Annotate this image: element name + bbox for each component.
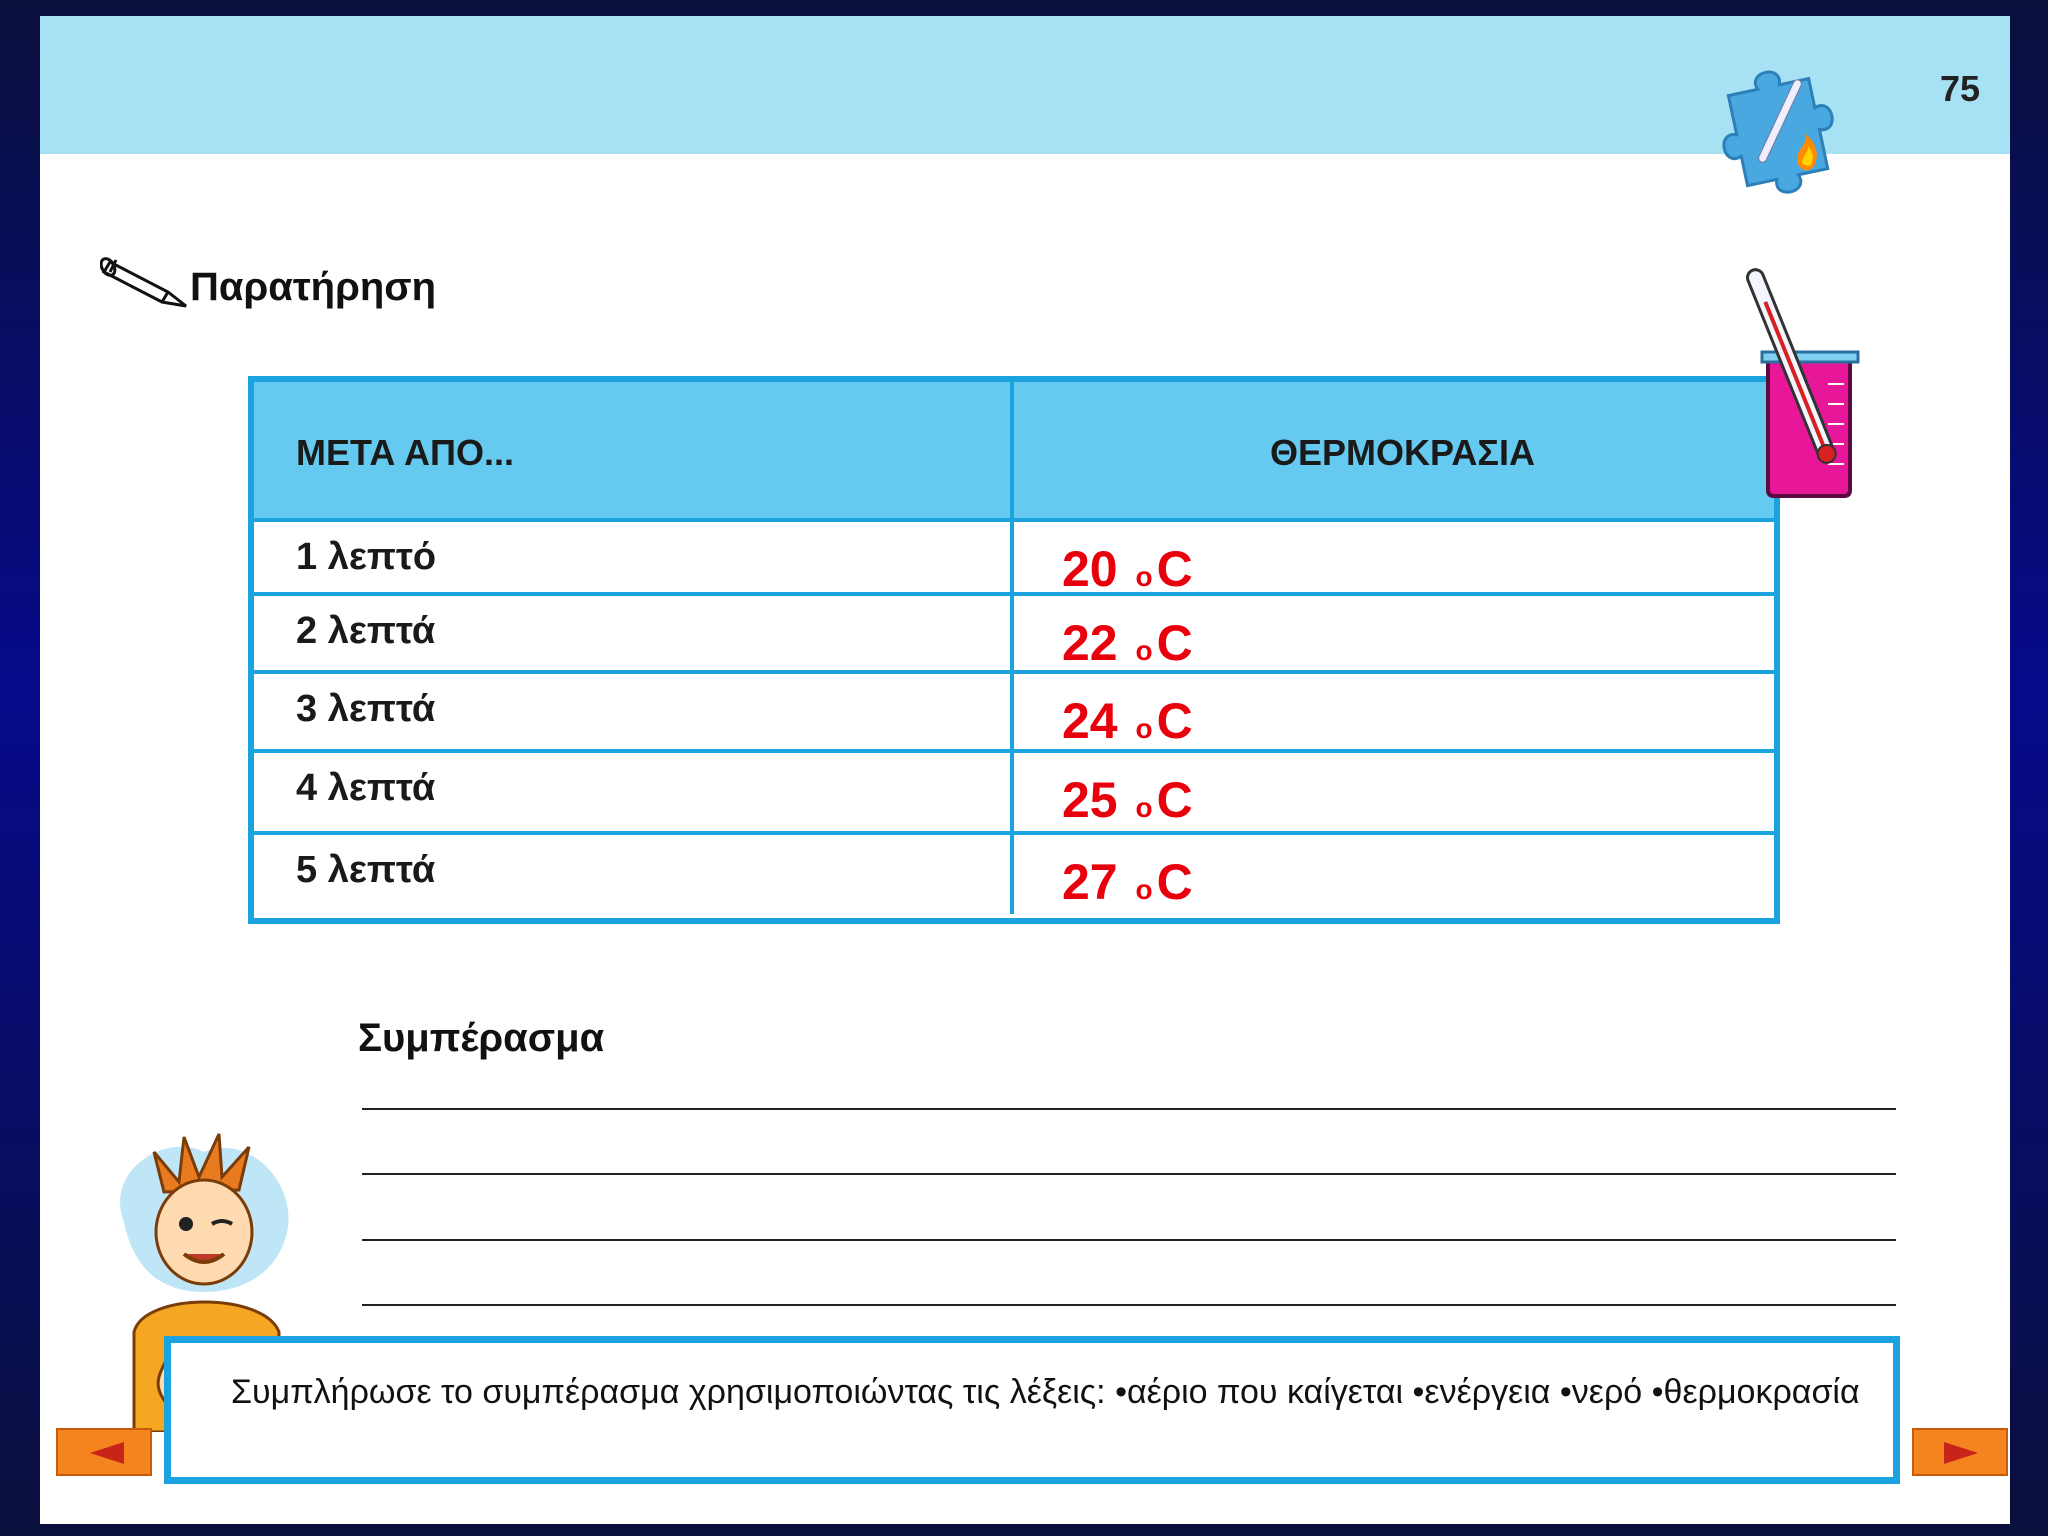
row-temperature: 27 oC bbox=[1062, 854, 1193, 910]
table-row bbox=[254, 753, 1774, 835]
row-time: 4 λεπτά bbox=[296, 767, 436, 809]
table-row bbox=[254, 596, 1774, 674]
slide-page bbox=[40, 16, 2010, 1524]
header-after: ΜΕΤΑ ΑΠΟ... bbox=[296, 432, 514, 473]
row-time: 2 λεπτά bbox=[296, 610, 436, 652]
answer-line bbox=[362, 1173, 1896, 1175]
row-time: 5 λεπτά bbox=[296, 849, 436, 891]
table-row bbox=[254, 522, 1774, 596]
row-temperature: 20 oC bbox=[1062, 541, 1193, 597]
arrow-left-icon bbox=[86, 1440, 126, 1466]
arrow-right-icon bbox=[1942, 1440, 1982, 1466]
next-button[interactable] bbox=[1912, 1428, 2008, 1476]
row-time: 3 λεπτά bbox=[296, 688, 436, 730]
header-temperature: ΘΕΡΜΟΚΡΑΣΙΑ bbox=[1270, 432, 1535, 473]
puzzle-piece-icon bbox=[1680, 46, 1880, 246]
row-temperature: 25 oC bbox=[1062, 772, 1193, 828]
row-temperature: 24 oC bbox=[1062, 693, 1193, 749]
answer-line bbox=[362, 1304, 1896, 1306]
conclusion-title: Συμπέρασμα bbox=[358, 1016, 605, 1060]
thermometer-beaker-icon bbox=[1732, 264, 1862, 504]
table-header bbox=[254, 382, 1774, 522]
temperature-table bbox=[248, 376, 1780, 924]
instruction-box bbox=[164, 1336, 1900, 1484]
previous-button[interactable] bbox=[56, 1428, 152, 1476]
table-row bbox=[254, 835, 1774, 914]
instruction-text: Συμπλήρωσε το συμπέρασμα χρησιμοποιώντας τις λέξεις: •αέριο που καίγεται •ενέργεια •νερό •θερμοκρασία bbox=[231, 1373, 1860, 1411]
page-number: 75 bbox=[1939, 68, 1980, 109]
answer-line bbox=[362, 1108, 1896, 1110]
row-temperature: 22 oC bbox=[1062, 615, 1193, 671]
row-time: 1 λεπτό bbox=[296, 536, 437, 578]
observation-title: Παρατήρηση bbox=[190, 265, 437, 309]
observation-heading bbox=[100, 248, 436, 310]
pencil-icon bbox=[100, 248, 190, 310]
table-row bbox=[254, 674, 1774, 753]
answer-line bbox=[362, 1239, 1896, 1241]
